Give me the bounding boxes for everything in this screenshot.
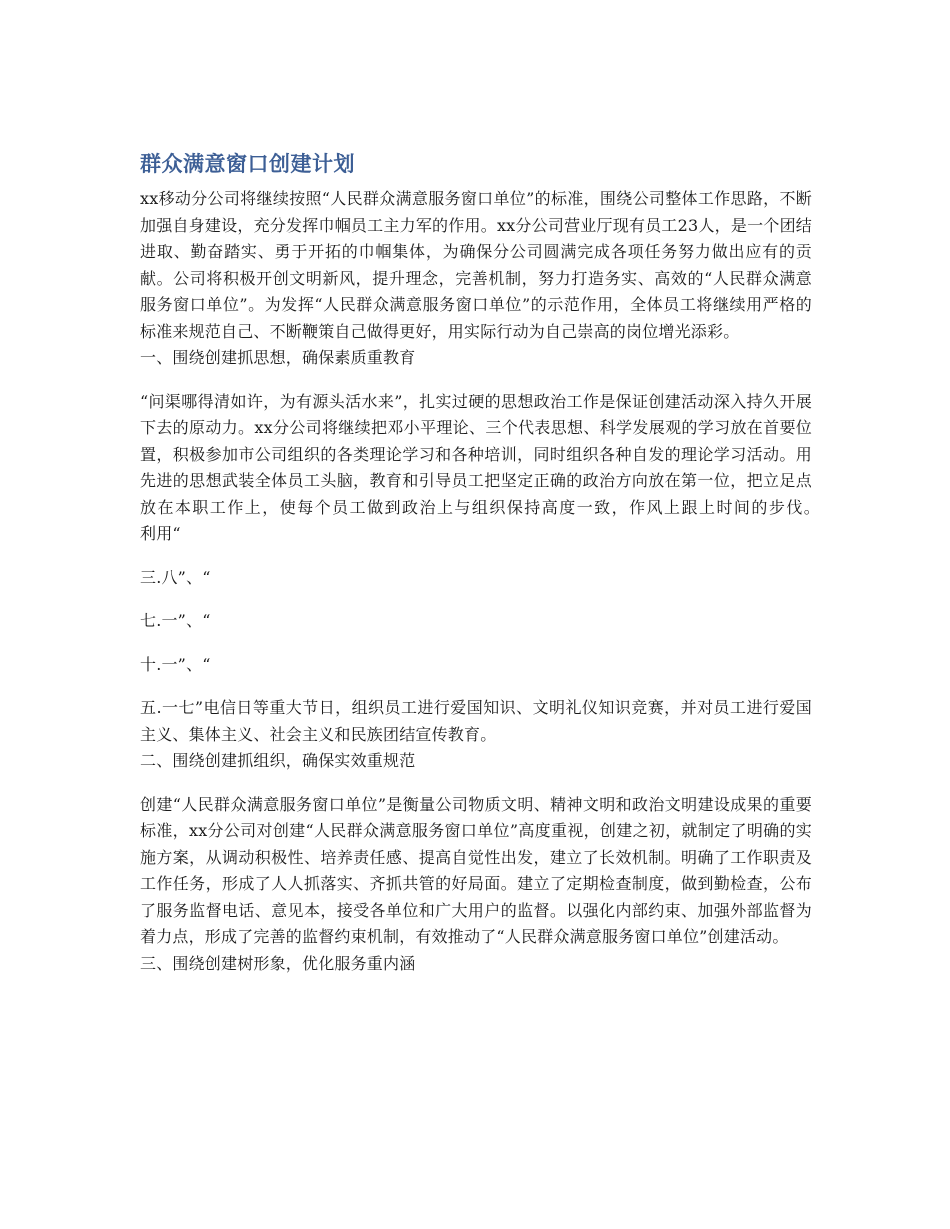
section-3-heading: 三、围绕创建树形象，优化服务重内涵	[140, 953, 416, 973]
holiday-line-march-8: 三.八”、“	[140, 567, 211, 587]
intro-paragraph: xx移动分公司将继续按照“人民群众满意服务窗口单位”的标准，围绕公司整体工作思路，不断加强自身建设，充分发挥巾帼员工主力军的作用。xx分公司营业厅现有员工23人，是一个团结进取、勤奋踏实、勇于开拓的巾帼集体，为确保分公司圆满完成各项任务努力做出应有的贡献。公司将积极开创文明新风，提升理念，完善机制，努力打造务实、高效的“人民群众满意服务窗口单位”。为发挥“人民群众满意服务窗口单位”的示范作用，全体员工将继续用严格的标准来规范自己、不断鞭策自己做得更好，用实际行动为自己崇高的岗位增光添彩。	[140, 189, 812, 341]
section-2-heading: 二、围绕创建抓组织，确保实效重规范	[140, 751, 416, 770]
holiday-line-may-17: 五.一七”电信日等重大节日，组织员工进行爱国知识、文明礼仪知识竞赛，并对员工进行爱国主义、集体主义、社会主义和民族团结宣传教育。	[140, 698, 812, 744]
section-1-heading: 一、围绕创建抓思想，确保素质重教育	[140, 348, 416, 367]
holiday-line-october-1: 十.一”、“	[140, 654, 211, 674]
document-page	[140, 148, 845, 977]
section-2-body: 创建“人民群众满意服务窗口单位”是衡量公司物质文明、精神文明和政治文明建设成果的重要标准，xx分公司对创建“人民群众满意服务窗口单位”高度重视，创建之初，就制定了明确的实施方案，从调动积极性、培养责任感、提高自觉性出发，建立了长效机制。明确了工作职责及工作任务，形成了人人抓落实、齐抓共管的好局面。建立了定期检查制度，做到勤检查，公布了服务监督电话、意见本，接受各单位和广大用户的监督。以强化内部约束、加强外部监督为着力点，形成了完善的监督约束机制，有效推动了“人民群众满意服务窗口单位”创建活动。	[140, 794, 812, 946]
section-1-body: “问渠哪得清如许，为有源头活水来”，扎实过硬的思想政治工作是保证创建活动深入持久开展下去的原动力。xx分公司将继续把邓小平理论、三个代表思想、科学发展观的学习放在首要位置，积极参加市公司组织的各类理论学习和各种培训，同时组织各种自发的理论学习活动。用先进的思想武装全体员工头脑，教育和引导员工把坚定正确的政治方向放在第一位，把立足点放在本职工作上，使每个员工做到政治上与组织保持高度一致，作风上跟上时间的步伐。 利用“	[140, 391, 845, 543]
holiday-line-july-1: 七.一”、“	[140, 611, 211, 630]
document-title: 群众满意窗口创建计划	[140, 152, 355, 176]
